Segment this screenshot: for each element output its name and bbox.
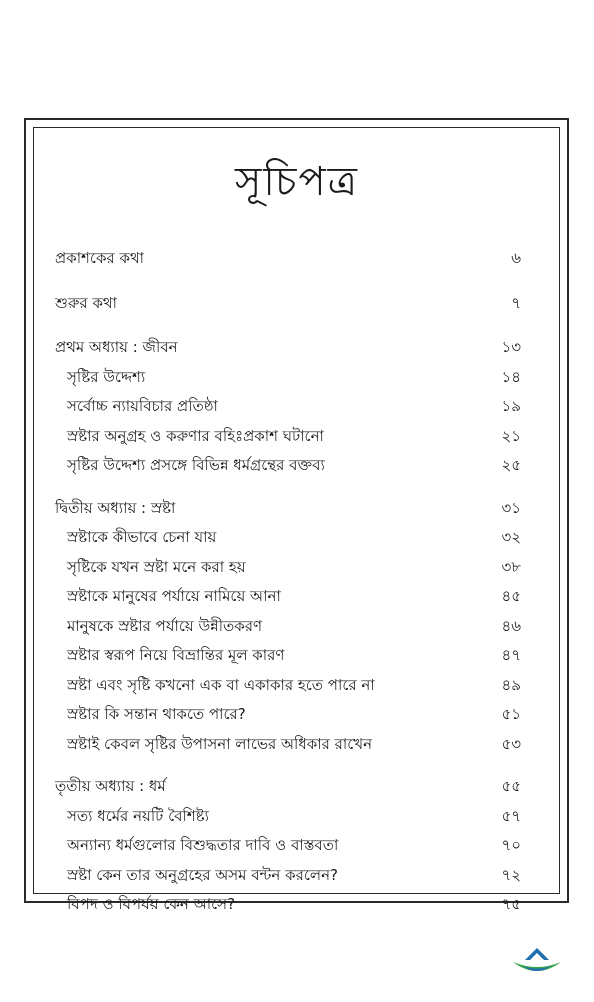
toc-row <box>55 802 521 832</box>
toc-label: শুরুর কথা <box>55 293 117 312</box>
toc-page: ১৯ <box>501 397 521 415</box>
toc-row <box>55 641 521 671</box>
toc-label: স্রষ্টার কি সন্তান থাকতে পারে? <box>67 705 246 723</box>
toc-row <box>55 553 521 583</box>
toc-label: স্রষ্টার অনুগ্রহ ও করুণার বহিঃপ্রকাশ ঘটানো <box>67 426 324 445</box>
toc-page: ৭৫ <box>501 895 521 913</box>
toc-page: ৫৩ <box>501 734 521 753</box>
toc-label: স্রষ্টা এবং সৃষ্টি কখনো এক বা একাকার হতে পারে না <box>67 675 375 694</box>
page-title: সূচিপত্র <box>235 159 359 205</box>
toc-page: ৪৫ <box>501 587 521 605</box>
toc-label: সৃষ্টিকে যখন স্রষ্টা মনে করা হয় <box>67 557 246 576</box>
toc-page: ৭২ <box>501 865 521 884</box>
toc-row <box>55 363 521 393</box>
toc-label: সত্য ধর্মের নয়টি বৈশিষ্ট্য <box>67 806 210 825</box>
toc-label: অন্যান্য ধর্মগুলোর বিশুদ্ধতার দাবি ও বাস্তবতা <box>67 836 339 854</box>
toc-page: ২৫ <box>501 456 521 474</box>
toc-row <box>55 451 521 481</box>
toc-label: স্রষ্টা কেন তার অনুগ্রহের অসম বন্টন করলেন? <box>67 865 338 884</box>
toc-page: ৫১ <box>501 705 521 723</box>
toc-row-chapter-1 <box>55 333 521 363</box>
toc-page: ৩২ <box>501 528 521 546</box>
toc-page: ৭০ <box>501 836 521 854</box>
toc-label: সর্বোচ্চ ন্যায়বিচার প্রতিষ্ঠা <box>67 397 218 415</box>
toc-label: প্রথম অধ্যায় : জীবন <box>55 338 178 356</box>
toc-row <box>55 523 521 553</box>
toc-row <box>55 612 521 642</box>
toc-page: ১৩ <box>501 338 521 356</box>
logo-roof-shape <box>525 948 549 960</box>
toc-label: সৃষ্টির উদ্দেশ্য <box>67 367 146 386</box>
toc-row <box>55 671 521 701</box>
toc-label: বিপদ ও বিপর্যয় কেন আসে? <box>67 895 236 913</box>
toc-label: স্রষ্টাকে মানুষের পর্যায়ে নামিয়ে আনা <box>67 587 281 605</box>
toc-label: স্রষ্টার স্বরূপ নিয়ে বিভ্রান্তির মূল কারণ <box>67 646 285 664</box>
toc-row-intro <box>55 289 521 319</box>
toc-page: ৪৭ <box>501 646 521 664</box>
toc-label: স্রষ্টাকে কীভাবে চেনা যায় <box>67 528 217 546</box>
toc-label: তৃতীয় অধ্যায় : ধর্ম <box>55 777 166 795</box>
toc-row <box>55 861 521 891</box>
toc-row-chapter-3 <box>55 772 521 802</box>
publisher-logo-icon <box>511 946 563 976</box>
toc-row-publisher <box>55 244 521 274</box>
toc-page: ৭ <box>511 293 521 312</box>
toc-row <box>55 700 521 730</box>
toc-page: ৫৫ <box>501 777 521 795</box>
toc-row-chapter-2 <box>55 494 521 524</box>
toc-label: দ্বিতীয় অধ্যায় : স্রষ্টা <box>55 498 176 517</box>
toc-row <box>55 422 521 452</box>
toc-label: প্রকাশকের কথা <box>55 249 145 267</box>
toc-page: ১৪ <box>501 367 521 386</box>
toc-page: ৬ <box>511 249 521 267</box>
toc-page: ৫৭ <box>501 806 521 825</box>
toc-page: ৪৬ <box>501 616 521 635</box>
toc-page: ৪৯ <box>501 675 521 694</box>
table-of-contents <box>55 244 521 920</box>
toc-row <box>55 890 521 920</box>
toc-label: সৃষ্টির উদ্দেশ্য প্রসঙ্গে বিভিন্ন ধর্মগ্রন্থের বক্তব্য <box>67 456 325 474</box>
toc-page: ২১ <box>501 426 521 445</box>
toc-row <box>55 730 521 760</box>
toc-row <box>55 831 521 861</box>
toc-row <box>55 582 521 612</box>
toc-page: ৩৮ <box>501 557 521 576</box>
toc-page: ৩১ <box>501 498 521 517</box>
toc-row <box>55 392 521 422</box>
toc-label: স্রষ্টাই কেবল সৃষ্টির উপাসনা লাভের অধিকার রাখেন <box>67 734 373 753</box>
toc-label: মানুষকে স্রষ্টার পর্যায়ে উন্নীতকরণ <box>67 616 263 635</box>
